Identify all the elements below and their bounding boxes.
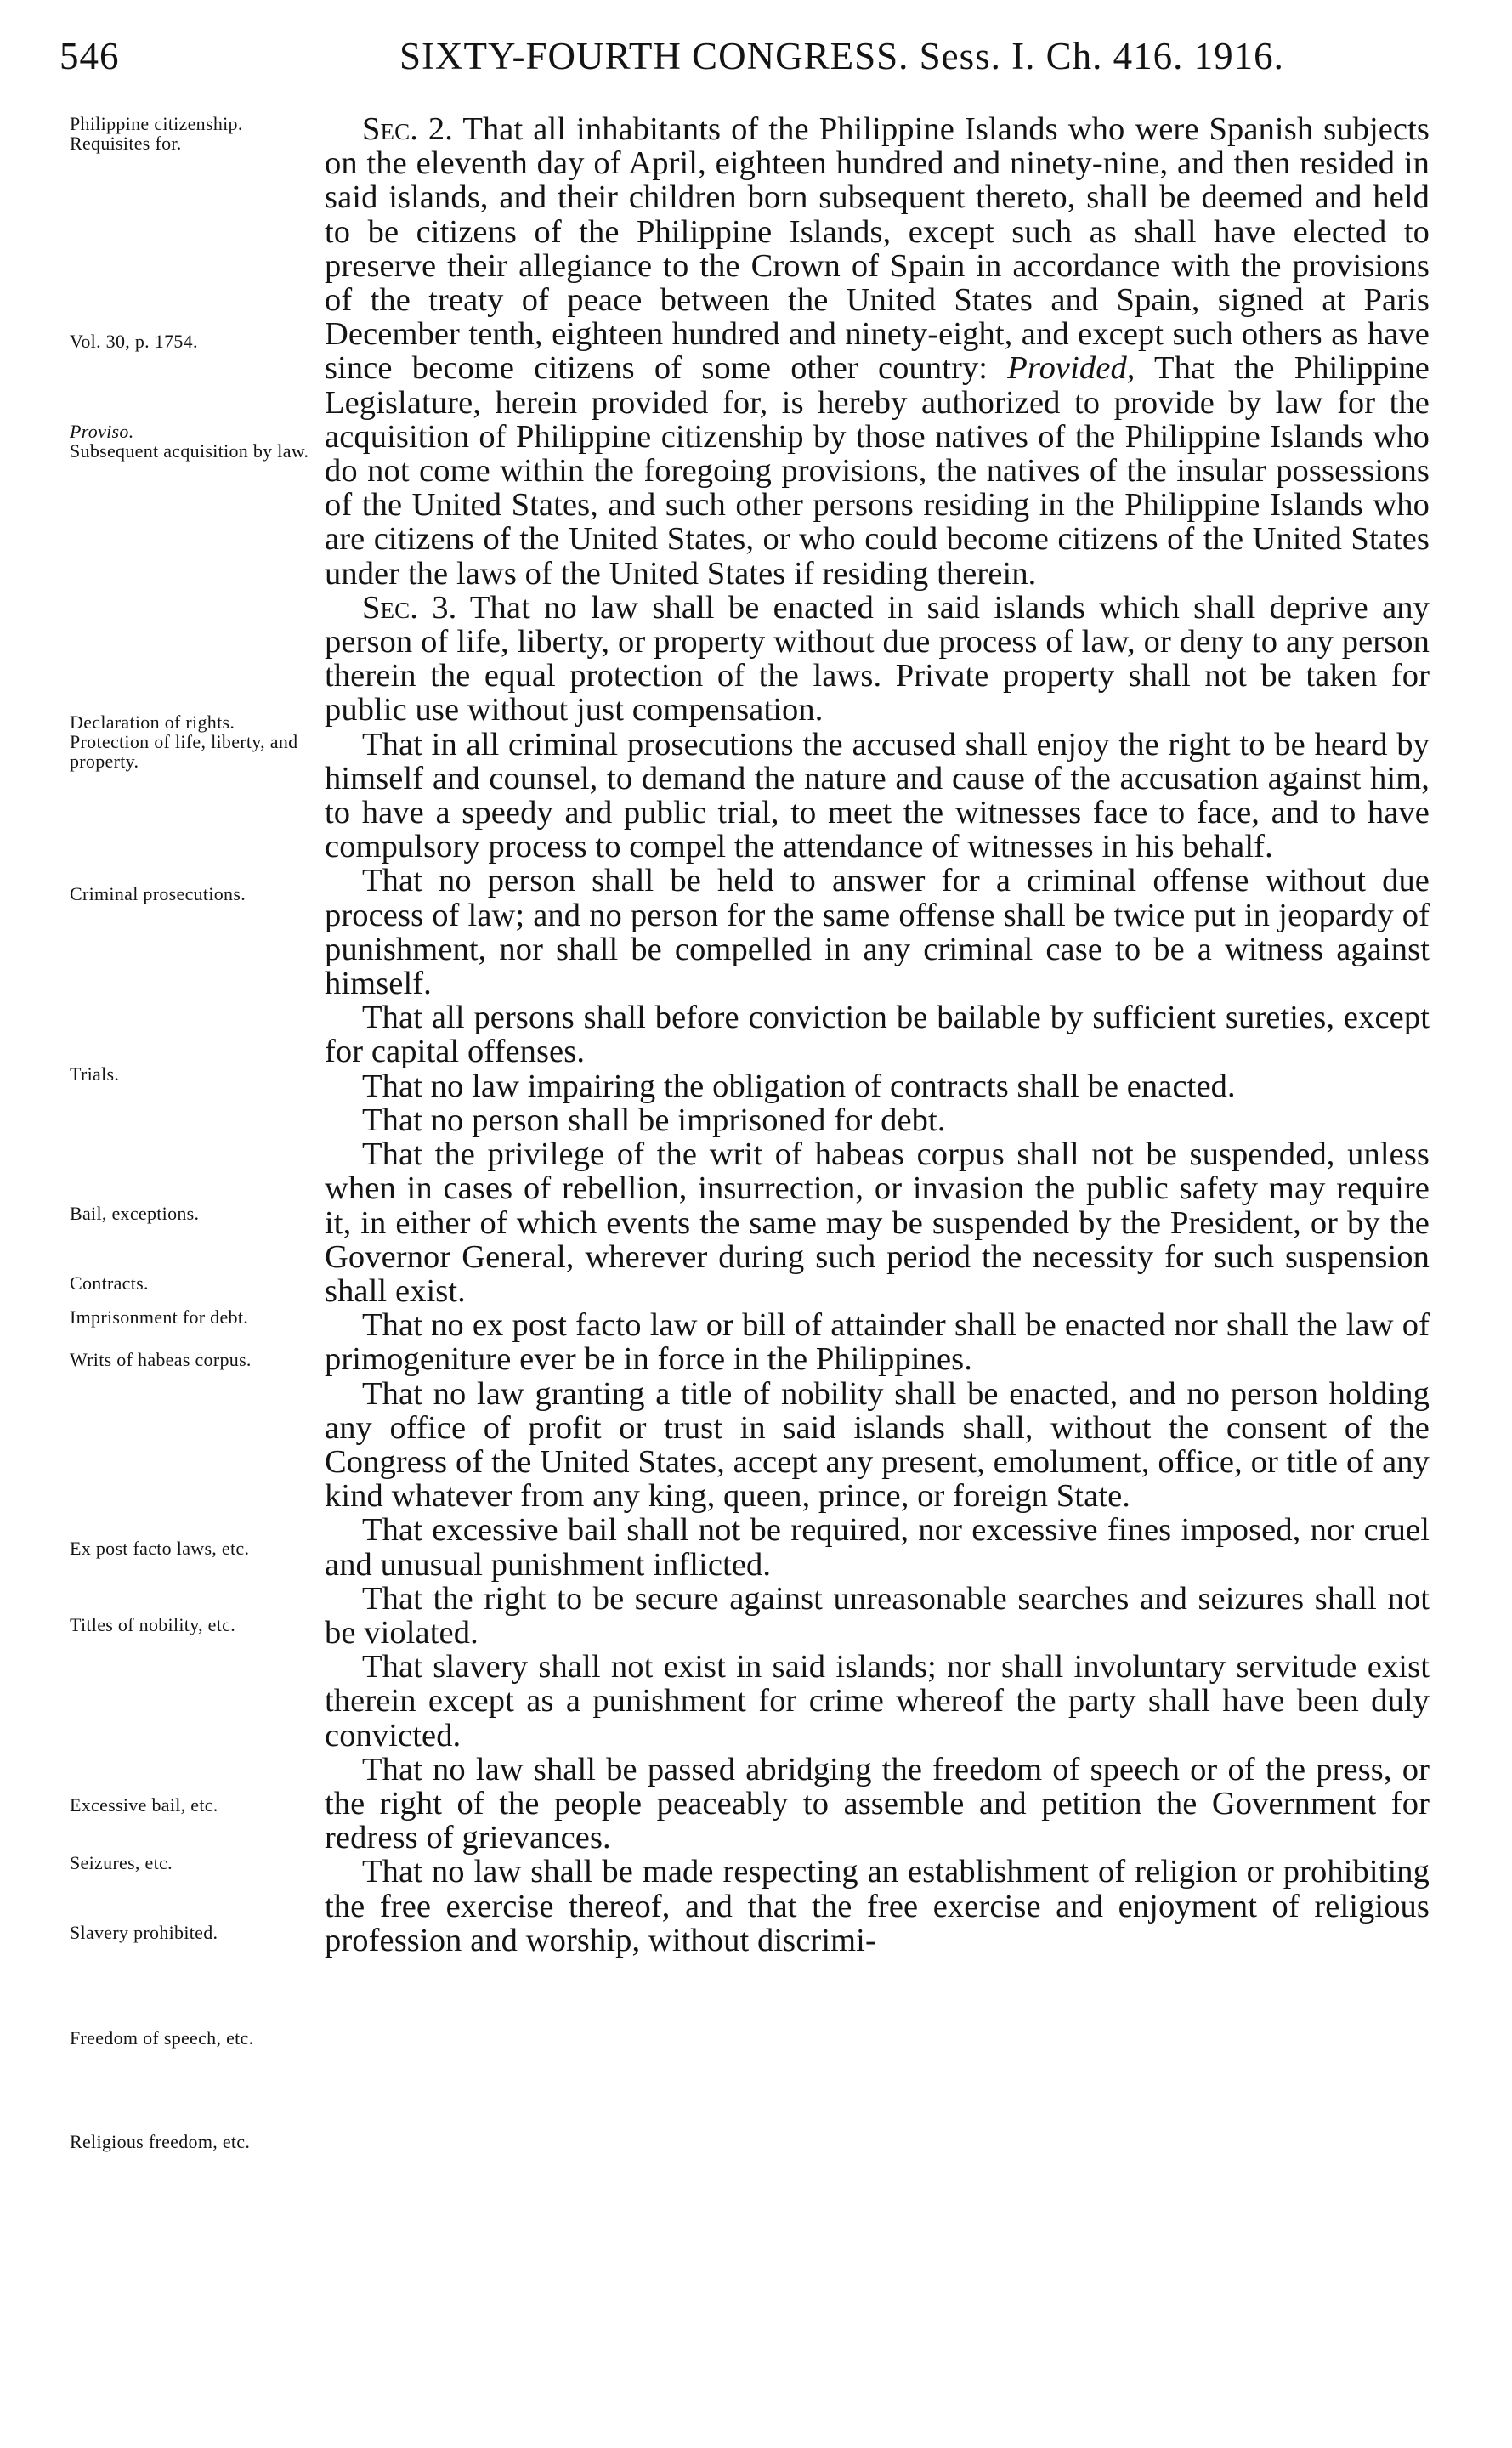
- paragraph-religious-freedom: That no law shall be made respecting an establishment of religion or prohibiting the free exercise thereof, and that the free exercise and enjoyment of religious profession and worship, without discrimi-: [325, 1854, 1430, 1958]
- paragraph-sec-2: Sec. 2. That all inhabitants of the Philippine Islands who were Spanish subjects on the eleventh day of April, eighteen hundred and ninety-nine, and then resided in said islands, and their children born subsequent thereto, shall be deemed and held to be citizens of the Philippine Islands, except such as shall have elected to preserve their allegiance to the Crown of Spain in accordance with the provisions of the treaty of peace between the United States and Spain, signed at Paris December tenth, eighteen hundred and ninety-eight, and except such others as have since become citizens of some other country: Provided, That the Philippine Legislature, herein provided for, is hereby authorized to provide by law for the acquisition of Philippine citizenship by those natives of the Philippine Islands who do not come within the foregoing provisions, the natives of the insular possessions of the United States, and such other persons residing in the Philippine Islands who are citizens of the United States, or who could become citizens of the United States under the laws of the United States if residing therein.: [325, 111, 1430, 592]
- paragraph-habeas-corpus: That the privilege of the writ of habeas corpus shall not be suspended, unless when in cases of rebellion, insurrection, or invasion the public safety may require it, in either of which events the same may be suspended by the President, or by the Governor General, wherever during such period the necessity for such suspension shall exist.: [325, 1136, 1430, 1309]
- margin-note-vol-30: Vol. 30, p. 1754.: [70, 331, 198, 352]
- provided-term: Provided,: [1007, 350, 1135, 387]
- section-2-label: Sec. 2.: [362, 111, 454, 147]
- paragraph-bail: That all persons shall before conviction be bailable by sufficient sureties, except for capital offenses.: [325, 1000, 1430, 1070]
- statute-body: [325, 112, 1430, 1958]
- margin-note-contracts: Contracts.: [70, 1272, 149, 1294]
- paragraph-sec-3: Sec. 3. That no law shall be enacted in said islands which shall deprive any person of life, liberty, or property without due process of law, or deny to any person therein the equal protection of the laws. Private property shall not be taken for public use without just compensation.: [325, 589, 1430, 728]
- margin-note-bail: Bail, exceptions.: [70, 1203, 200, 1224]
- paragraph-trials: That no person shall be held to answer for a criminal offense without due process of law; and no person for the same offense shall be twice put in jeopardy of punishment, nor shall be compelled in any criminal case to be a witness against himself.: [325, 863, 1430, 1002]
- margin-note-slavery: Slavery prohibited.: [70, 1922, 218, 1943]
- margin-note-freedom-of-speech: Freedom of speech, etc.: [70, 2027, 254, 2048]
- paragraph-titles-of-nobility: That no law granting a title of nobility shall be enacted, and no person holding any office of profit or trust in said islands shall, without the consent of the Congress of the United States, accept any present, emolument, office, or title of any kind whatever from any king, queen, prince, or foreign State.: [325, 1375, 1430, 1515]
- paragraph-ex-post-facto: That no ex post facto law or bill of attainder shall be enacted nor shall the law of primogeniture ever be in force in the Philippines.: [325, 1307, 1430, 1378]
- margin-note-imprisonment: Imprisonment for debt.: [70, 1306, 249, 1328]
- margin-note-habeas-corpus: Writs of habeas corpus.: [70, 1349, 252, 1370]
- section-3-label: Sec. 3.: [362, 589, 457, 626]
- paragraph-slavery: That slavery shall not exist in said islands; nor shall involuntary servitude exist therein except as a punishment for crime whereof the party shall have been duly convicted.: [325, 1649, 1430, 1754]
- paragraph-criminal-prosecutions: That in all criminal prosecutions the accused shall enjoy the right to be heard by himself and counsel, to demand the nature and cause of the accusation against him, to have a speedy and public trial, to meet the witnesses face to face, and to have compulsory process to compel the attendance of witnesses in his behalf.: [325, 726, 1430, 865]
- margin-note-religious-freedom: Religious freedom, etc.: [70, 2131, 251, 2152]
- paragraph-contracts: That no law impairing the obligation of contracts shall be enacted.: [362, 1068, 1236, 1104]
- paragraph-seizures: That the right to be secure against unreasonable searches and seizures shall not be violated.: [325, 1580, 1430, 1651]
- paragraph-excessive-bail: That excessive bail shall not be required, nor excessive fines imposed, nor cruel and unusual punishment inflicted.: [325, 1512, 1430, 1583]
- paragraph-freedom-of-speech: That no law shall be passed abridging the freedom of speech or of the press, or the right of the people peaceably to assemble and petition the Government for redress of grievances.: [325, 1751, 1430, 1856]
- margin-note-trials: Trials.: [70, 1063, 120, 1085]
- margin-note-declaration-of-rights: Declaration of rights. Protection of life, liberty, and property.: [70, 711, 298, 772]
- page-number: 546: [59, 35, 120, 77]
- margin-note-proviso: Proviso. Subsequent acquisition by law.: [70, 421, 309, 462]
- margin-note-ex-post-facto: Ex post facto laws, etc.: [70, 1538, 250, 1559]
- running-head: SIXTY-FOURTH CONGRESS. Sess. I. Ch. 416. 1916.: [399, 35, 1284, 77]
- paragraph-imprisonment-for-debt: That no person shall be imprisoned for debt.: [362, 1102, 946, 1138]
- margin-note-titles-of-nobility: Titles of nobility, etc.: [70, 1614, 236, 1635]
- margin-notes: [0, 0, 323, 2448]
- margin-note-philippine-citizenship: Philippine citizenship. Requisites for.: [70, 113, 243, 154]
- margin-note-seizures: Seizures, etc.: [70, 1852, 173, 1873]
- margin-note-excessive-bail: Excessive bail, etc.: [70, 1794, 218, 1816]
- margin-note-criminal-prosecutions: Criminal prosecutions.: [70, 883, 246, 904]
